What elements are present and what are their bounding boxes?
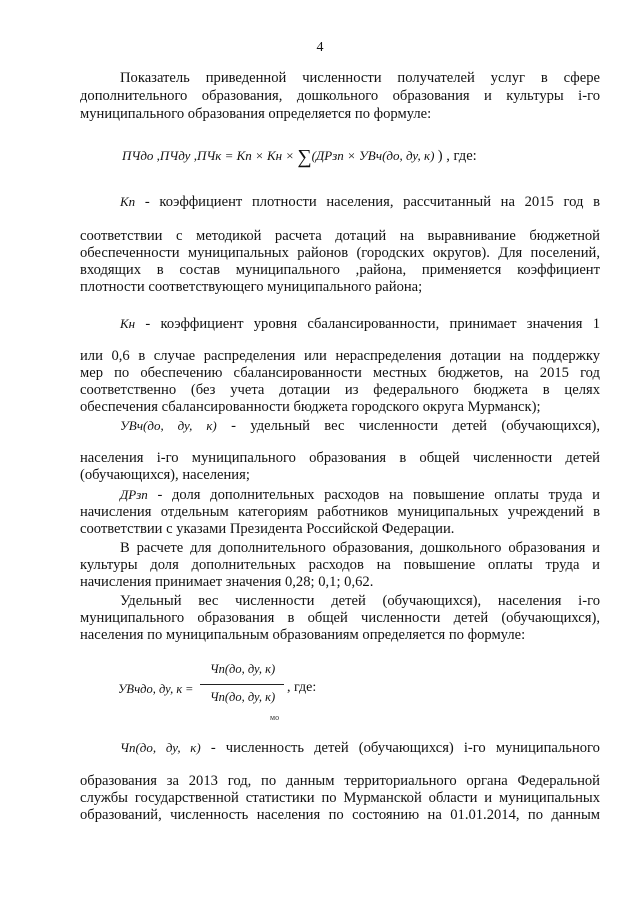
def-drzp-first xyxy=(120,487,600,503)
def-chp-symbol: Чп(до, ду, к) xyxy=(120,740,201,755)
def-kp-line: соответствии с методикой расчета дотаций на выравнивание бюджетной xyxy=(80,228,600,244)
formula-main-lhs: ПЧдо ,ПЧду ,ПЧк = Кп × Кн × xyxy=(122,148,295,163)
para-weight-line-3: населения по муниципальным образованиям определяется по формуле: xyxy=(80,627,526,643)
def-kn-first xyxy=(120,316,600,332)
def-uvch-symbol: УВч(до, ду, к) xyxy=(120,418,217,433)
formula-weight-lhs: УВчдо, ду, к xyxy=(118,682,183,696)
formula-weight-subscript: мо xyxy=(270,713,280,722)
para-intro-line-2: дополнительного образования, дошкольного образования и культуры i-го xyxy=(80,88,600,104)
para-share-line-2: культуры доля дополнительных расходов на повышение оплаты труда и xyxy=(80,557,600,573)
def-drzp-line: начисления отдельным категориям работников муниципальных учреждений в xyxy=(80,504,600,520)
sigma-symbol: ∑ xyxy=(297,146,312,168)
def-uvch-line: (обучающихся), населения; xyxy=(80,467,250,483)
def-kp-text: - коэффициент плотности населения, рассчитанный на 2015 год в xyxy=(144,194,600,210)
page-number: 4 xyxy=(316,40,324,55)
def-kn-text: - коэффициент уровня сбалансированности, принимает значения 1 xyxy=(145,316,600,332)
def-kp-first xyxy=(120,194,600,210)
para-share-line-3: начисления принимает значения 0,28; 0,1; 0,62. xyxy=(80,574,374,590)
def-kn-line: соответственно (без учета дотации из федерального бюджета в целях xyxy=(80,382,600,398)
formula-weight-numerator: Чп(до, ду, к) xyxy=(210,662,276,676)
def-chp-line: образования за 2013 год, по данным территориального органа Федеральной xyxy=(80,773,600,789)
para-intro-line-3: муниципального образования определяется по формуле: xyxy=(80,106,432,122)
para-share-line-1: В расчете для дополнительного образования, дошкольного образования и xyxy=(120,540,600,556)
def-kn-line: обеспечения сбалансированности бюджета городского округа Мурманск); xyxy=(80,399,541,415)
para-weight-line-2: муниципального образования в общей численности детей (обучающихся), xyxy=(80,610,600,626)
def-kp-symbol: Кп xyxy=(120,194,136,209)
formula-weight-tail: , где: xyxy=(287,680,317,695)
formula-main-tail: ) , где: xyxy=(437,148,477,164)
def-uvch-first xyxy=(120,418,600,434)
def-drzp-text: - доля дополнительных расходов на повышение оплаты труда и xyxy=(157,487,600,503)
def-kp-line: входящих в состав муниципального ,района, применяется коэффициент xyxy=(80,262,600,278)
def-uvch-line: населения i-го муниципального образования в общей численности детей xyxy=(80,450,600,466)
def-chp-first xyxy=(120,740,600,756)
formula-weight-denominator: Чп(до, ду, к) xyxy=(210,690,276,704)
para-weight-line-1: Удельный вес численности детей (обучающихся), населения i-го xyxy=(120,593,600,609)
fraction-line xyxy=(200,684,284,685)
formula-weight-eq: = xyxy=(185,682,194,696)
def-kn-symbol: Кн xyxy=(120,316,136,331)
formula-main xyxy=(122,146,477,169)
para-intro-line-1: Показатель приведенной численности получателей услуг в сфере xyxy=(120,70,600,86)
def-chp-text: - численность детей (обучающихся) i-го муниципального xyxy=(210,740,600,756)
def-uvch-text: - удельный вес численности детей (обучающихся), xyxy=(231,418,600,434)
def-drzp-symbol: ДРзп xyxy=(120,487,148,502)
def-kn-line: мер по обеспечению сбалансированности местных бюджетов, на 2015 год xyxy=(80,365,600,381)
def-chp-line: службы государственной статистики по Мурманской области и муниципальных xyxy=(80,790,600,806)
def-kp-line: плотности соответствующего муниципального района; xyxy=(80,279,423,295)
def-kp-line: обеспеченности муниципальных районов (городских округов). Для поселений, xyxy=(80,245,600,261)
def-chp-line: образований, численность населения по состоянию на 01.01.2014, по данным xyxy=(80,807,600,823)
def-drzp-line: соответствии с указами Президента Российской Федерации. xyxy=(80,521,455,537)
def-kn-line: или 0,6 в случае распределения или нераспределения дотации на поддержку xyxy=(80,348,600,364)
formula-main-sum: (ДРзп × УВч(до, ду, к) xyxy=(311,148,435,163)
